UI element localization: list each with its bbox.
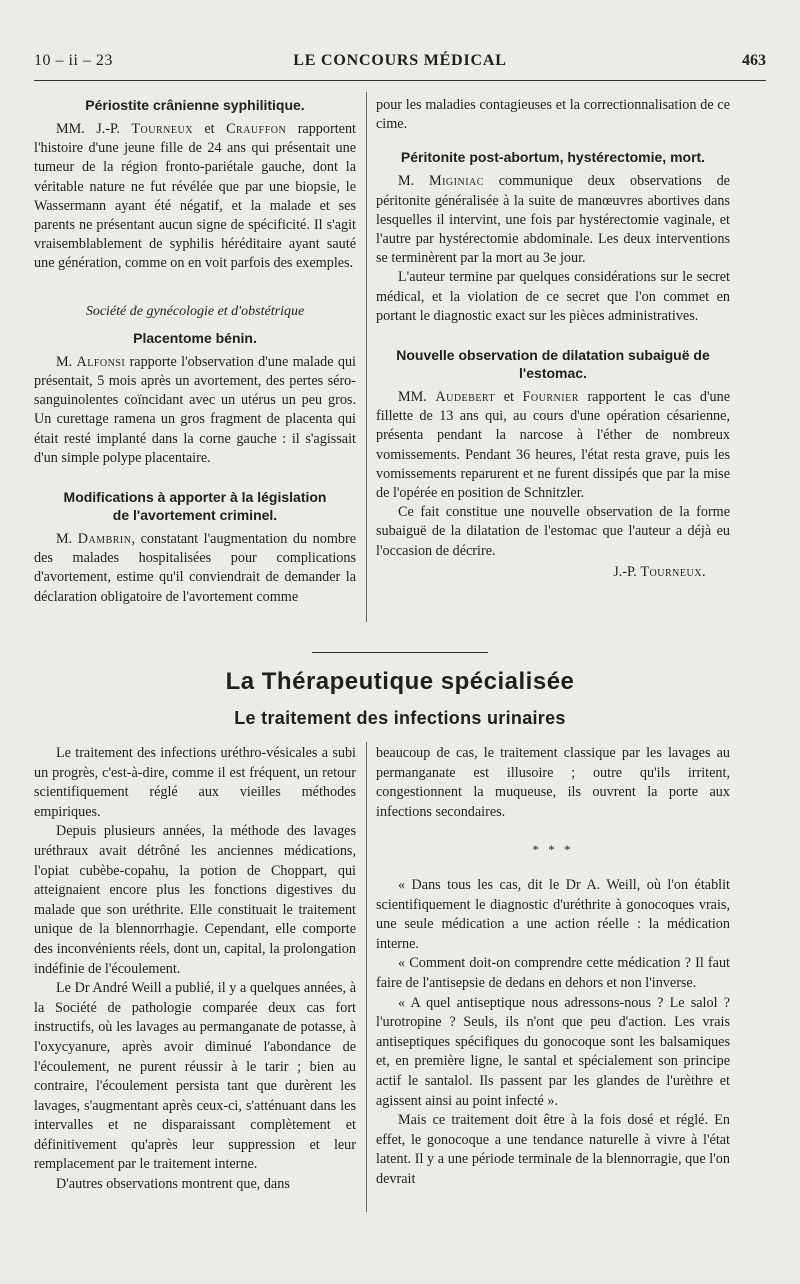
asterism: * * *	[532, 842, 574, 858]
paragraph: D'autres observations montrent que, dans	[56, 1176, 290, 1193]
signature	[376, 563, 730, 582]
paragraph: « A quel antiseptique nous adressons-nous ? Le salol ? l'urotropine ? Seuls, ils n'ont que peu d'action. Les vrais antiseptiques spécifiques du gonocoque sont les balsamiques et, en première ligne, le santal et spécialement son principe actif le santalol. Ils passent par les glandes de l'urèthre et agissent ainsi au point infecté ».	[376, 994, 730, 1109]
author-name: Tourneux	[131, 121, 193, 137]
section-title-dilatation	[376, 346, 730, 382]
journal-title: LE CONCOURS MÉDICAL	[293, 52, 507, 69]
text-span: , constatant l'augmentation du nombre des malades hospitalisées pour complications d'avortement, estime qu'il conviendrait de demander la déclaration obligatoire de l'avortement comme	[34, 531, 356, 605]
text-span: M.	[56, 353, 77, 370]
author-name: Crauffon	[226, 121, 287, 137]
running-head	[34, 52, 766, 76]
section-title-placentome: Placentome bénin.	[133, 329, 257, 346]
page-number: 463	[742, 52, 766, 69]
paragraph: Ce fait constitue une nouvelle observation de la forme subaiguë de la dilatation de l'estomac que l'auteur a déjà eu l'occasion de décrire.	[376, 504, 730, 559]
paragraph: Mais ce traitement doit être à la fois dosé et réglé. En effet, le gonocoque a une tendance naturelle à vivre à l'état latent. Il y a une période terminale de la blennorragie, que l'on devrait	[376, 1112, 730, 1187]
title-line: l'estomac.	[519, 365, 587, 382]
author-name: Alfonsi	[76, 353, 126, 370]
author-name: Fournier	[522, 389, 579, 406]
paragraph: Le Dr André Weill a publié, il y a quelques années, à la Société de pathologie comparée deux cas fort instructifs, où les lavages au permanganate de potasse, à l'oxycyanure, après avoir diminué l'abondance de l'écoulement, ne purent réussir à le tarir ; bien au contraire, l'écoulement persista tant que durèrent les lavages, s'augmentant après ceux-ci, s'atténuant dans les intervalles et ne disparaissant complètement et définitivement qu'après leur suppression et leur remplacement par le traitement interne.	[34, 980, 356, 1173]
issue-date: 10 – ii – 23	[34, 52, 113, 69]
paragraph	[376, 172, 730, 268]
text-span: M.	[398, 173, 429, 190]
section-title-peritonite: Péritonite post-abortum, hystérectomie, mort.	[400, 149, 706, 166]
right-column-bottom	[376, 744, 730, 1189]
left-column-top	[34, 96, 356, 607]
section-separator	[312, 652, 488, 653]
paragraph: « Comment doit-on comprendre cette médication ? Il faut faire de l'antisepsie de dedans en dehors et non l'inverse.	[376, 955, 730, 991]
society-heading: Société de gynécologie et d'obstétrique	[85, 303, 305, 319]
text-span: rapporte l'observation d'une malade qui présentait, 5 mois après un avortement, des pertes séro-sanguinolentes coïncidant avec un utérus un peu gros. Un curettage ramena un gros fragment de placenta qui était resté implanté dans la corne gauche : il s'agissait d'un simple polype placentaire.	[34, 353, 356, 466]
author-name: Miginiac	[428, 173, 484, 190]
paragraph	[34, 353, 356, 468]
paragraph-continued: beaucoup de cas, le traitement classique par les lavages au permanganate est illusoire ; outre qu'ils irritent, congestionnent la muqueuse, ils ouvrent la porte aux infections secondaires.	[376, 745, 730, 820]
paragraph: « Dans tous les cas, dit le Dr A. Weill, où l'on établit scientifiquement le diagnostic d'uréthrite à gonocoques vrais, une seule médication a une action réelle : la médication interne.	[376, 876, 730, 952]
header-rule	[34, 80, 766, 81]
paragraph: L'auteur termine par quelques considérations sur le secret médical, et la violation de ce secret que l'on commet en portant le diagnostic exact sur les pièces administratives.	[376, 269, 730, 324]
paragraph	[376, 388, 730, 503]
text-span: rapportent le cas d'une fillette de 13 ans qui, au cours d'une opération césarienne, présenta pendant la narcose à l'éther de nombreux vomissements. Pendant 36 heures, l'état resta grave, puis les vomissements reparurent et ne furent dissipés que par la mise de l'opérée en position de Schnitzler.	[376, 389, 730, 502]
text-span: rapportent l'histoire d'une jeune fille de 24 ans qui présentait une tumeur de la région fronto-pariétale gauche, dont la véritable nature ne fut révélée que par une biopsie, le Wassermann ayant été négatif, et la malade et ses parents ne présentant aucun signe de spécificité. Il s'agit vraisemblablement de syphilis héréditaire ayant sauté une génération, comme on en voit parfois des exemples.	[34, 121, 356, 272]
title-line: Nouvelle observation de dilatation subaiguë de	[396, 347, 710, 364]
column-divider	[366, 742, 367, 1212]
right-column-top	[376, 96, 730, 582]
section-title-periostite: Périostite crânienne syphilitique.	[85, 97, 305, 113]
text-span: J.-P.	[613, 563, 641, 580]
author-name: Tourneux.	[640, 563, 706, 580]
feature-title: La Thérapeutique spécialisée	[225, 668, 575, 695]
text-span: et	[192, 121, 227, 137]
text-span: et	[495, 389, 523, 406]
author-name: Dambrin	[77, 531, 132, 548]
text-span: MM. J.-P.	[56, 121, 132, 137]
author-name: Audebert	[435, 389, 496, 406]
section-title-legislation	[34, 488, 356, 524]
text-span: communique deux observations de péritonite généralisée à la suite de manœuvres abortives dans lesquelles il intervint, une fois par hystérectomie vaginale, et l'autre par hystérectomie abdominale. Les deux interventions se terminèrent par la mort au 3e jour.	[376, 173, 730, 267]
title-line: de l'avortement criminel.	[112, 507, 278, 524]
feature-subtitle: Le traitement des infections urinaires	[234, 708, 566, 728]
left-column-bottom	[34, 744, 356, 1195]
title-line: Modifications à apporter à la législation	[63, 489, 327, 506]
text-span: M.	[56, 531, 78, 548]
paragraph: Depuis plusieurs années, la méthode des lavages uréthraux avait détrôné les anciennes médications, l'opiat cubèbe-copahu, la potion de Choppart, qui atteignaient encore plus les fonctions digestives du malade que son uréthrite. Elle constituait le traitement unique de la blennorrhagie. Cependant, elle comporte des inconvénients réels, dont un, capital, la prolongation indéfinie de l'écoulement.	[34, 823, 356, 977]
paragraph	[34, 530, 356, 607]
paragraph: Le traitement des infections uréthro-vésicales a subi un progrès, c'est-à-dire, comme il est fréquent, un retour scientifiquement réglé aux vieilles méthodes empiriques.	[34, 745, 356, 820]
column-divider	[366, 92, 367, 622]
paragraph-continued: pour les maladies contagieuses et la correctionnalisation de ce cime.	[376, 97, 730, 133]
paragraph	[34, 120, 356, 274]
text-span: MM.	[398, 389, 436, 406]
